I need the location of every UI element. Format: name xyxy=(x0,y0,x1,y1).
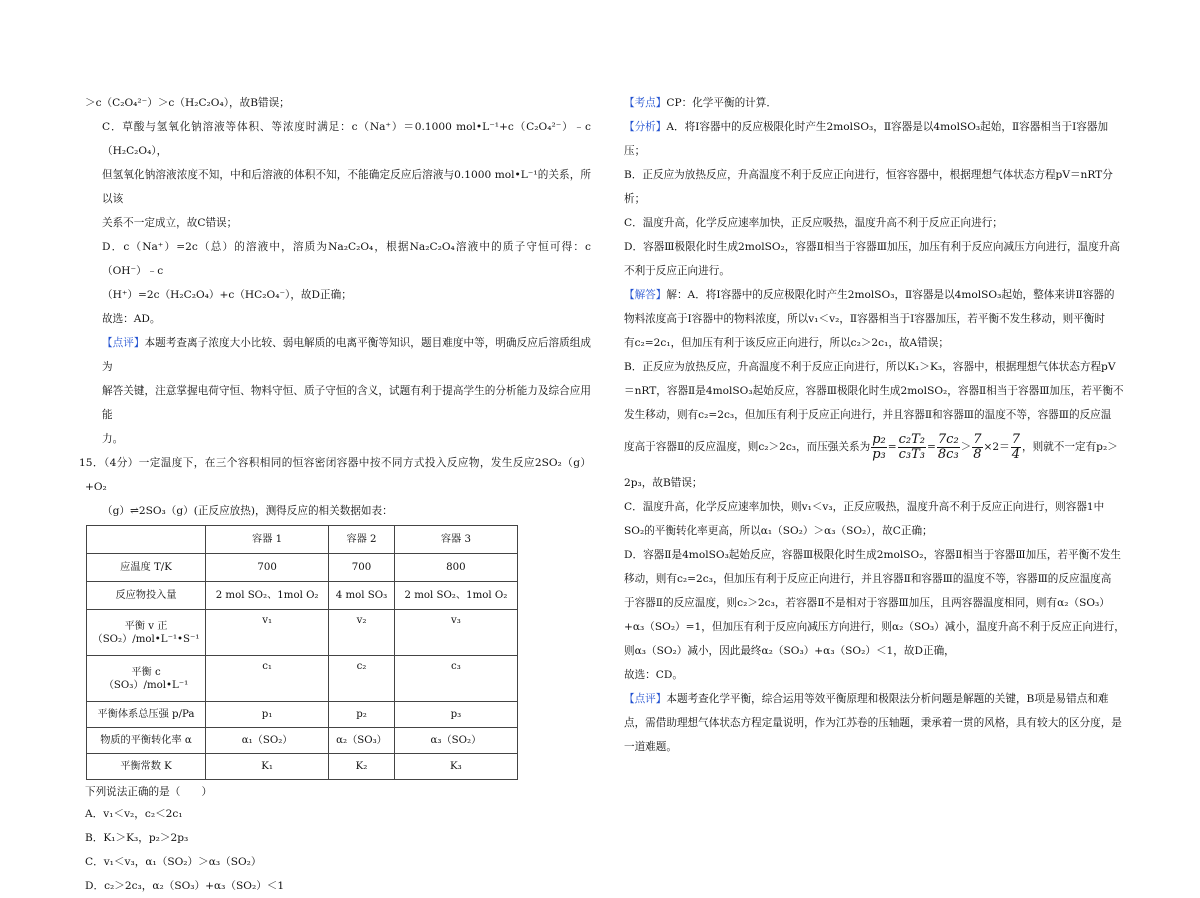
table-cell: 容器 1 xyxy=(206,526,329,554)
denominator: 4 xyxy=(1011,446,1021,462)
table-cell: 容器 3 xyxy=(394,526,517,554)
jd-text: 解：A．将Ⅰ容器中的反应极限化时产生2molSO₃，Ⅱ容器是以4molSO₃起始，整体来讲Ⅱ容器的 xyxy=(666,289,1115,301)
text-line: ＝nRT，容器Ⅱ是4molSO₃起始反应，容器Ⅲ极限化时生成2molSO₂，容器Ⅱ相当于容器Ⅲ加压，若平衡不 xyxy=(624,385,1124,397)
table-cell: c₂ xyxy=(329,656,395,702)
dp-tag: 【点评】 xyxy=(624,693,667,705)
denominator: c₃T₃ xyxy=(898,446,925,462)
table-header-row xyxy=(87,526,518,554)
text-line: 一道难题。 xyxy=(624,741,677,753)
text-line: 物料浓度高于Ⅰ容器中的物料浓度，所以v₁＜v₂，Ⅱ容器相当于Ⅰ容器加压，若平衡不发生移动，则平衡时 xyxy=(624,313,1105,325)
text-line: 点，需借助理想气体状态方程定量说明，作为江苏卷的压轴题，秉承着一贯的风格，具有较大的区分度，是 xyxy=(624,717,1122,729)
fraction xyxy=(937,433,960,462)
jd-tag: 【解答】 xyxy=(624,289,667,301)
text-line: 有c₂=2c₁，但加压有利于该反应正向进行，所以c₂＞2c₁，故A错误； xyxy=(624,337,949,349)
option-a: A．v₁＜v₂，c₂＜2c₁ xyxy=(85,808,183,820)
text-segment: 度高于容器Ⅱ的反应温度，则c₂＞2c₃，而压强关系为 xyxy=(624,441,871,453)
text-line: B．正反应为放热反应，升高温度不利于反应正向进行，所以K₁＞K₃，容器中，根据理想气体状态方程pV xyxy=(624,361,1116,373)
table-cell: 应温度 T/K xyxy=(87,554,206,582)
fx-tag: 【分析】 xyxy=(624,121,667,133)
table-cell: α₂（SO₃） xyxy=(329,728,395,754)
table-cell: v₁ xyxy=(206,610,329,656)
fraction xyxy=(972,433,982,462)
kd-text: CP：化学平衡的计算． xyxy=(666,97,777,109)
table-row xyxy=(87,656,518,702)
kd-tag: 【考点】 xyxy=(624,97,667,109)
fx-text: A．将Ⅰ容器中的反应极限化时产生2molSO₃，Ⅱ容器是以4molSO₃起始，Ⅱ容器相当于Ⅰ容器加 xyxy=(666,121,1109,133)
table-cell: p₃ xyxy=(394,702,517,728)
text-segment: ，则就不一定有p₂＞ xyxy=(1022,441,1118,453)
table-cell: 物质的平衡转化率 α xyxy=(87,728,206,754)
text-line: 析； xyxy=(624,193,646,205)
text-line: B．正反应为放热反应，升高温度不利于反应正向进行，恒容容器中，根据理想气体状态方程pV＝nRT分 xyxy=(624,169,1113,181)
table-cell: α₃（SO₂） xyxy=(394,728,517,754)
text-line: 则α₃（SO₂）减小，因此最终α₂（SO₃）+α₃（SO₂）＜1，故D正确， xyxy=(624,645,955,657)
question-15-stem: 15．（4分）一定温度下，在三个容积相同的恒容密闭容器中按不同方式投入反应物，发生反应2SO₂（g）+O₂ xyxy=(79,457,591,493)
table-row xyxy=(87,582,518,610)
fraction xyxy=(898,433,926,462)
table-cell: 800 xyxy=(394,554,517,582)
text-line: D．容器Ⅱ是4molSO₃起始反应，容器Ⅲ极限化时生成2molSO₂，容器Ⅱ相当于容器Ⅲ加压，若平衡不发生 xyxy=(624,549,1121,561)
text-line: 发生移动，则有c₂=2c₃，但加压有利于反应正向进行，并且容器Ⅱ和容器Ⅲ的温度不等，容器Ⅲ的反应温 xyxy=(624,409,1112,421)
table-cell: c₁ xyxy=(206,656,329,702)
denominator: 8 xyxy=(973,446,982,462)
text-line: （g）⇌2SO₃（g）(正反应放热)，测得反应的相关数据如表： xyxy=(102,505,393,517)
text-line: 但氢氧化钠溶液浓度不知，中和后溶液的体积不知，不能确定反应后溶液与0.1000 mol•L⁻¹的关系，所以该 xyxy=(102,169,591,205)
text-line: D．容器Ⅲ极限化时生成2molSO₂，容器Ⅱ相当于容器Ⅲ加压，加压有利于反应向减压方向进行，温度升高 xyxy=(624,241,1121,253)
formula-line xyxy=(624,427,1129,471)
numerator: c₂T₂ xyxy=(898,431,925,447)
question-ask: 下列说法正确的是（ ） xyxy=(85,786,213,798)
times-sign: ×2＝ xyxy=(983,441,1010,453)
data-table xyxy=(86,525,518,780)
text-line: 力。 xyxy=(102,433,124,445)
table-cell: K₁ xyxy=(206,754,329,780)
table-cell: 700 xyxy=(329,554,395,582)
text-line: （H⁺）=2c（H₂C₂O₄）+c（HC₂O₄⁻），故D正确； xyxy=(102,289,352,301)
numerator: 7c₂ xyxy=(937,431,959,447)
text-line: 移动，则有c₂=2c₃，但加压有利于反应正向进行，并且容器Ⅱ和容器Ⅲ的温度不等，容器Ⅲ的反应温度高 xyxy=(624,573,1112,585)
text-line: C．温度升高，化学反应速率加快，正反应吸热，温度升高不利于反应正向进行； xyxy=(624,217,1003,229)
denominator: p₃ xyxy=(872,446,886,462)
table-cell: 4 mol SO₃ xyxy=(329,582,395,610)
text-line: 2p₃，故B错误； xyxy=(624,477,703,489)
right-column xyxy=(624,91,1129,759)
table-cell: 反应物投入量 xyxy=(87,582,206,610)
table-cell: v₂ xyxy=(329,610,395,656)
text-line: SO₂的平衡转化率更高，所以α₁（SO₂）＞α₃（SO₂），故C正确； xyxy=(624,525,933,537)
text-line: 关系不一定成立，故C错误； xyxy=(102,217,238,229)
table-cell: 容器 2 xyxy=(329,526,395,554)
numerator: 7 xyxy=(973,431,982,447)
table-row xyxy=(87,610,518,656)
denominator: 8c₃ xyxy=(937,446,959,462)
table-cell: 平衡 v 正（SO₂）/mol•L⁻¹•S⁻¹ xyxy=(87,610,206,656)
answer-line: 故选：AD。 xyxy=(102,313,161,325)
table-row xyxy=(87,728,518,754)
text-line: +α₃（SO₂）=1，但加压有利于反应向减压方向进行，则α₂（SO₃）减小，温度升高不利于反应正向进行， xyxy=(624,621,1125,633)
comment-text: 本题考查离子浓度大小比较、弱电解质的电离平衡等知识，题目难度中等，明确反应后溶质组成为 xyxy=(102,337,592,373)
table-cell: 700 xyxy=(206,554,329,582)
text-line: ＞c（C₂O₄²⁻）＞c（H₂C₂O₄），故B错误； xyxy=(85,97,290,109)
review-paragraph xyxy=(624,687,1129,711)
table-cell: α₁（SO₂） xyxy=(206,728,329,754)
option-b: B．K₁＞K₃，p₂＞2p₃ xyxy=(85,832,189,844)
table-cell: c₃ xyxy=(394,656,517,702)
knowledge-point xyxy=(624,91,1129,115)
table-cell: p₁ xyxy=(206,702,329,728)
option-c-explanation: C．草酸与氢氧化钠溶液等体积、等浓度时满足：c（Na⁺）＝0.1000 mol•L⁻¹+c（C₂O₄²⁻）﹣c（H₂C₂O₄）， xyxy=(102,121,591,157)
option-d: D．c₂＞2c₃，α₂（SO₃）+α₃（SO₂）＜1 xyxy=(85,880,285,892)
text-line: 于容器Ⅱ的反应温度，则c₂＞2c₃，若容器Ⅱ不是相对于容器Ⅲ加压，且两容器温度相同，则有α₂（SO₃） xyxy=(624,597,1110,609)
numerator: 7 xyxy=(1011,431,1021,447)
text-line: 解答关键，注意掌握电荷守恒、物料守恒、质子守恒的含义，试题有利于提高学生的分析能力及综合应用能 xyxy=(102,385,591,421)
table-cell: 平衡常数 K xyxy=(87,754,206,780)
fraction xyxy=(1011,433,1021,462)
table-cell: 2 mol SO₂、1mol O₂ xyxy=(394,582,517,610)
answer-line: 故选：CD。 xyxy=(624,669,683,681)
table-row xyxy=(87,554,518,582)
option-c: C．v₁＜v₃，α₁（SO₂）＞α₃（SO₂） xyxy=(85,856,262,868)
analysis-paragraph xyxy=(624,115,1129,139)
table-cell: 平衡体系总压强 p/Pa xyxy=(87,702,206,728)
table-cell: K₂ xyxy=(329,754,395,780)
fraction xyxy=(871,433,887,462)
table-cell: v₃ xyxy=(394,610,517,656)
left-column xyxy=(79,91,592,898)
table-cell: K₃ xyxy=(394,754,517,780)
table-cell: 平衡 c（SO₃）/mol•L⁻¹ xyxy=(87,656,206,702)
dp-text: 本题考查化学平衡，综合运用等效平衡原理和极限法分析问题是解题的关键，B项是易错点和难 xyxy=(666,693,1109,705)
table-row xyxy=(87,702,518,728)
solution-paragraph xyxy=(624,283,1129,307)
equals-sign: = xyxy=(927,441,936,453)
comment-tag: 【点评】 xyxy=(102,337,145,349)
table-row xyxy=(87,754,518,780)
table-cell xyxy=(87,526,206,554)
option-d-explanation: D．c（Na⁺）=2c（总）的溶液中，溶质为Na₂C₂O₄，根据Na₂C₂O₄溶液中的质子守恒可得：c（OH⁻）﹣c xyxy=(102,241,591,277)
comment-paragraph xyxy=(85,331,591,379)
text-line: C．温度升高，化学反应速率加快，则v₁＜v₃，正反应吸热，温度升高不利于反应正向进行，则容器1中 xyxy=(624,501,1105,513)
text-line: 不利于反应正向进行。 xyxy=(624,265,730,277)
table-cell: p₂ xyxy=(329,702,395,728)
equals-sign: = xyxy=(887,441,897,453)
text-line: 压； xyxy=(624,145,646,157)
greater-than-sign: ＞ xyxy=(960,441,972,453)
table-cell: 2 mol SO₂、1mol O₂ xyxy=(206,582,329,610)
numerator: p₂ xyxy=(872,431,886,447)
